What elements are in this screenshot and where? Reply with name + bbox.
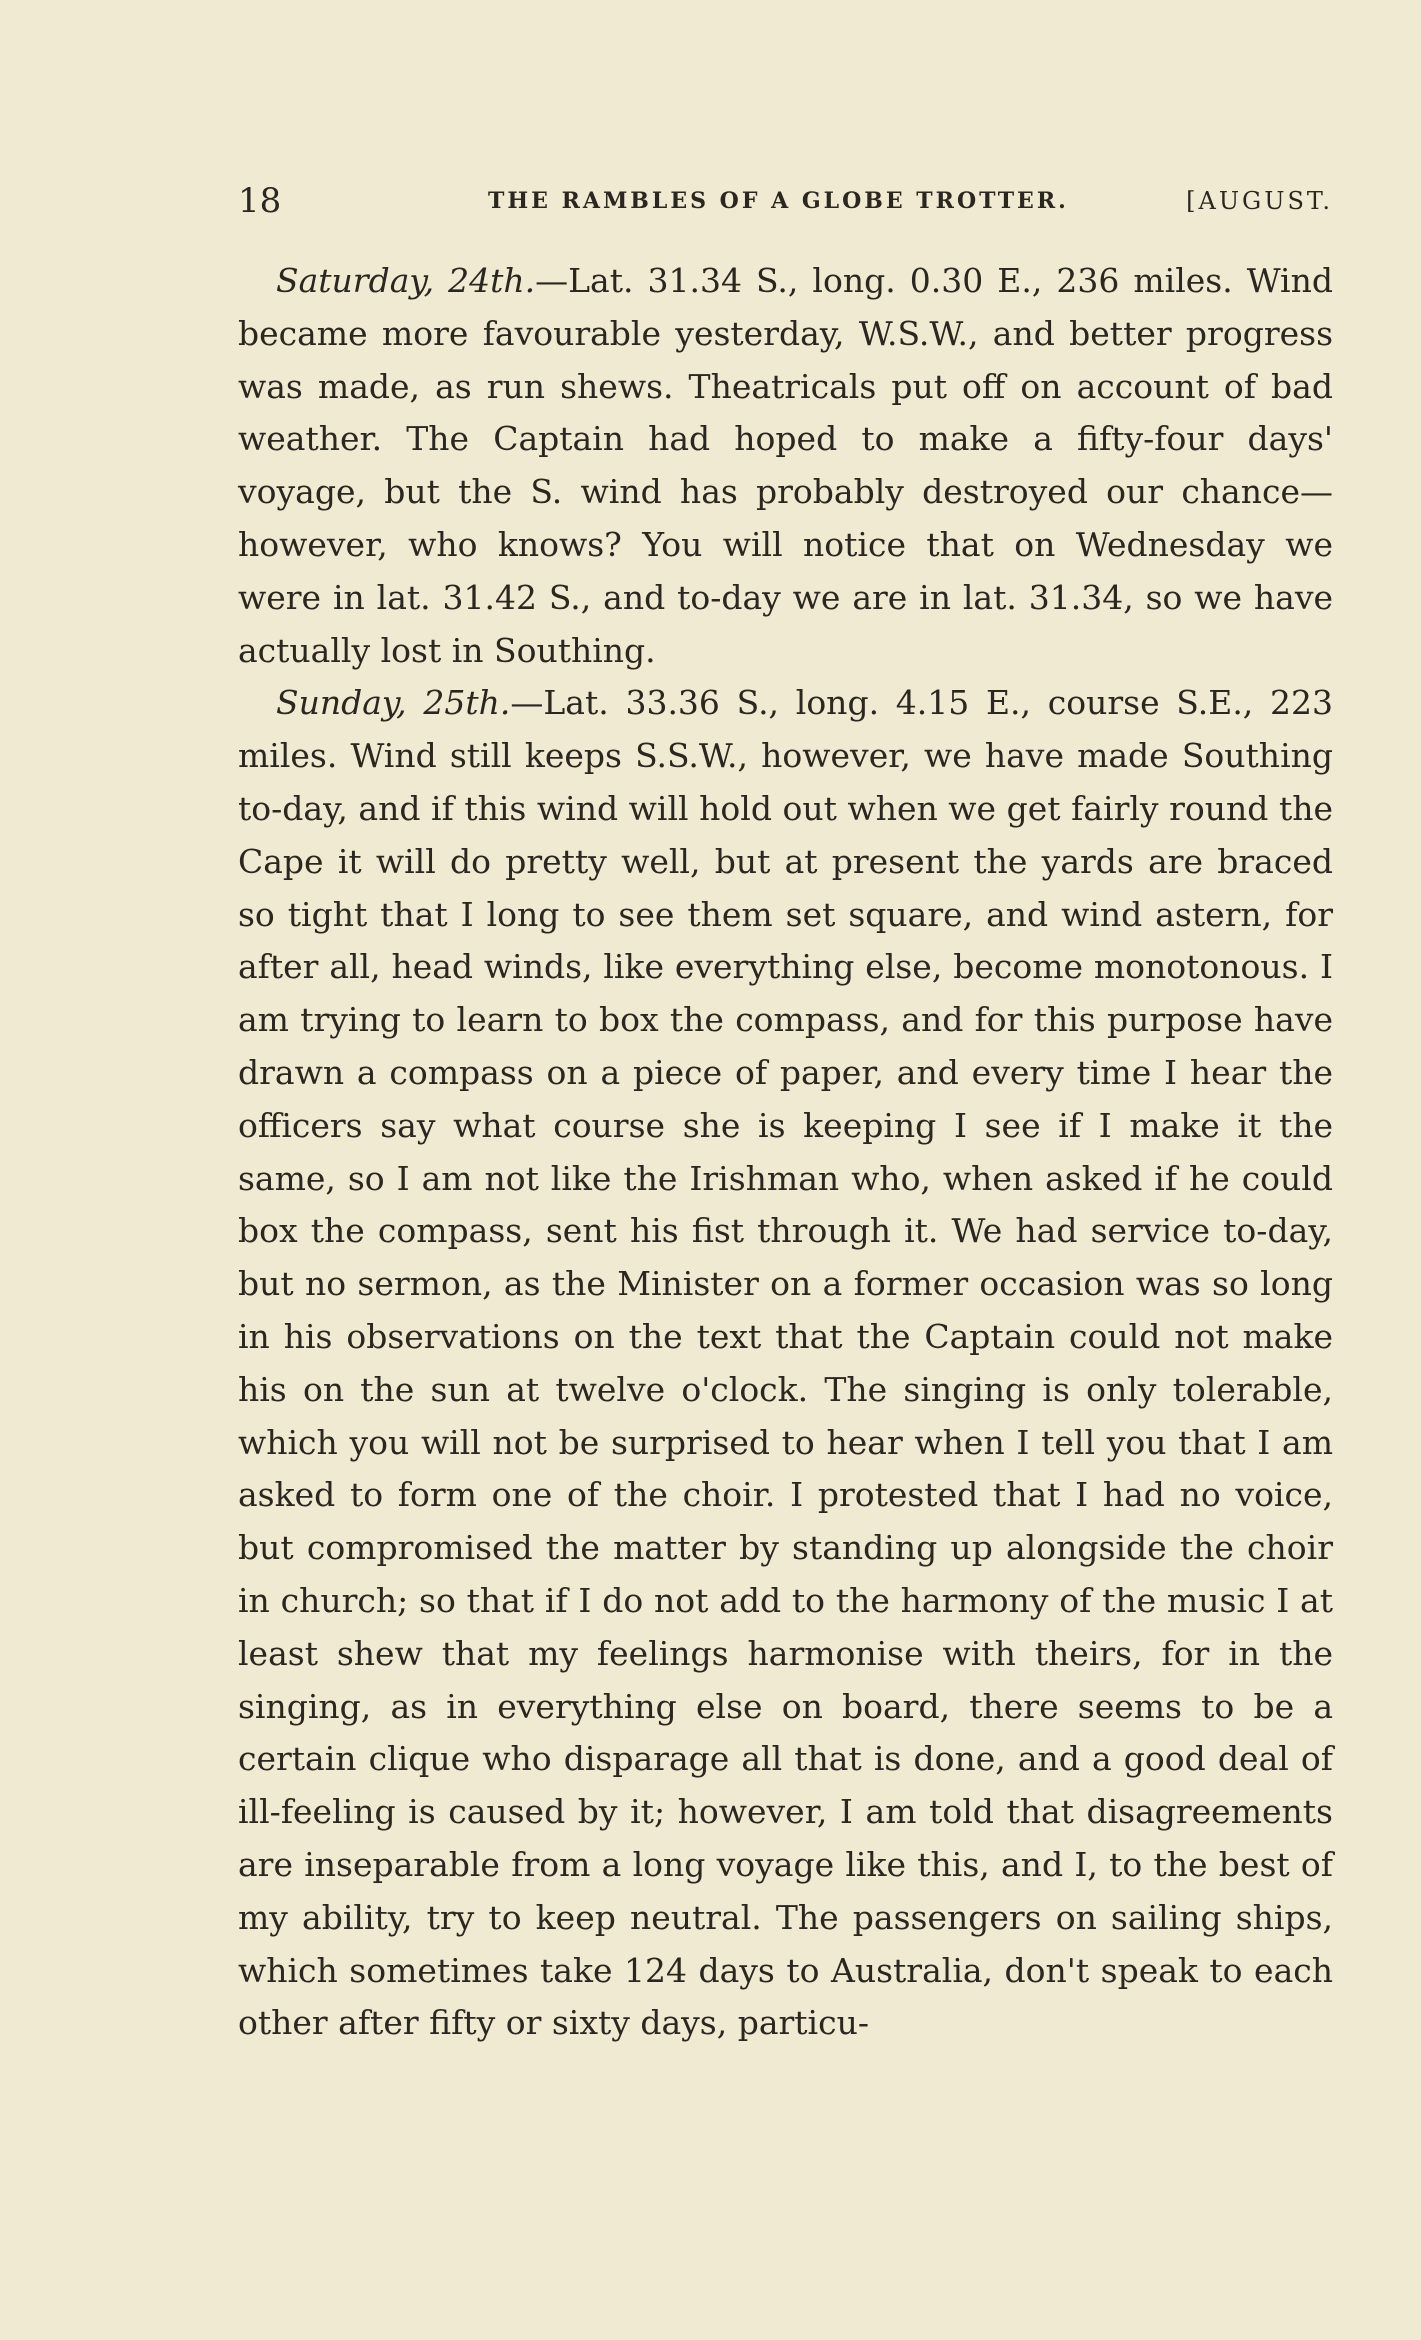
page-header — [238, 176, 1333, 226]
date-label: Sunday, 25th. — [276, 683, 511, 723]
page-number: 18 — [238, 181, 282, 221]
paragraph-text: —Lat. 33.36 S., long. 4.15 E., course S.E., 223 miles. Wind still keeps S.S.W., however, we have made Southing to-day, and if this wind will hold out when we get fairly round the Cape it will do pretty well, but at present the yards are braced so tight that I long to see them set square, and wind astern, for after all, head winds, like everything else, become monotonous. I am trying to learn to box the compass, and for this purpose have drawn a compass on a piece of paper, and every time I hear the officers say what course she is keeping I see if I make it the same, so I am not like the Irishman who, when asked if he could box the compass, sent his fist through it. We had service to-day, but no sermon, as the Minister on a former occasion was so long in his observations on the text that the Captain could not make his on the sun at twelve o'clock. The singing is only tolerable, which you will not be surprised to hear when I tell you that I am asked to form one of the choir. I protested that I had no voice, but compromised the matter by standing up alongside the choir in church; so that if I do not add to the harmony of the music I at least shew that my feelings harmonise with theirs, for in the singing, as in everything else on board, there seems to be a certain clique who disparage all that is done, and a good deal of ill-feeling is caused by it; however, I am told that disagreements are inseparable from a long voyage like this, and I, to the best of my ability, try to keep neutral. The passengers on sailing ships, which sometimes take 124 days to Australia, don't speak to each other after fifty or sixty days, particu- — [238, 683, 1334, 2043]
paragraph-saturday — [238, 255, 1333, 677]
date-label: Saturday, 24th. — [276, 261, 536, 300]
body-text — [238, 255, 1333, 2050]
paragraph-sunday — [238, 677, 1333, 2050]
paragraph-text: —Lat. 31.34 S., long. 0.30 E., 236 miles. Wind became more favourable yesterday, W.S.W., and better progress was made, as run shews. Theatricals put off on account of bad weather. The Captain had hoped to make a fifty-four days' voyage, but the S. wind has probably destroyed our chance—however, who knows? You will notice that on Wednesday we were in lat. 31.42 S., and to-day we are in lat. 31.34, so we have actually lost in Southing. — [238, 261, 1333, 670]
running-section: [AUGUST. — [1186, 187, 1333, 215]
running-title: THE RAMBLES OF A GLOBE TROTTER. — [488, 188, 1069, 214]
